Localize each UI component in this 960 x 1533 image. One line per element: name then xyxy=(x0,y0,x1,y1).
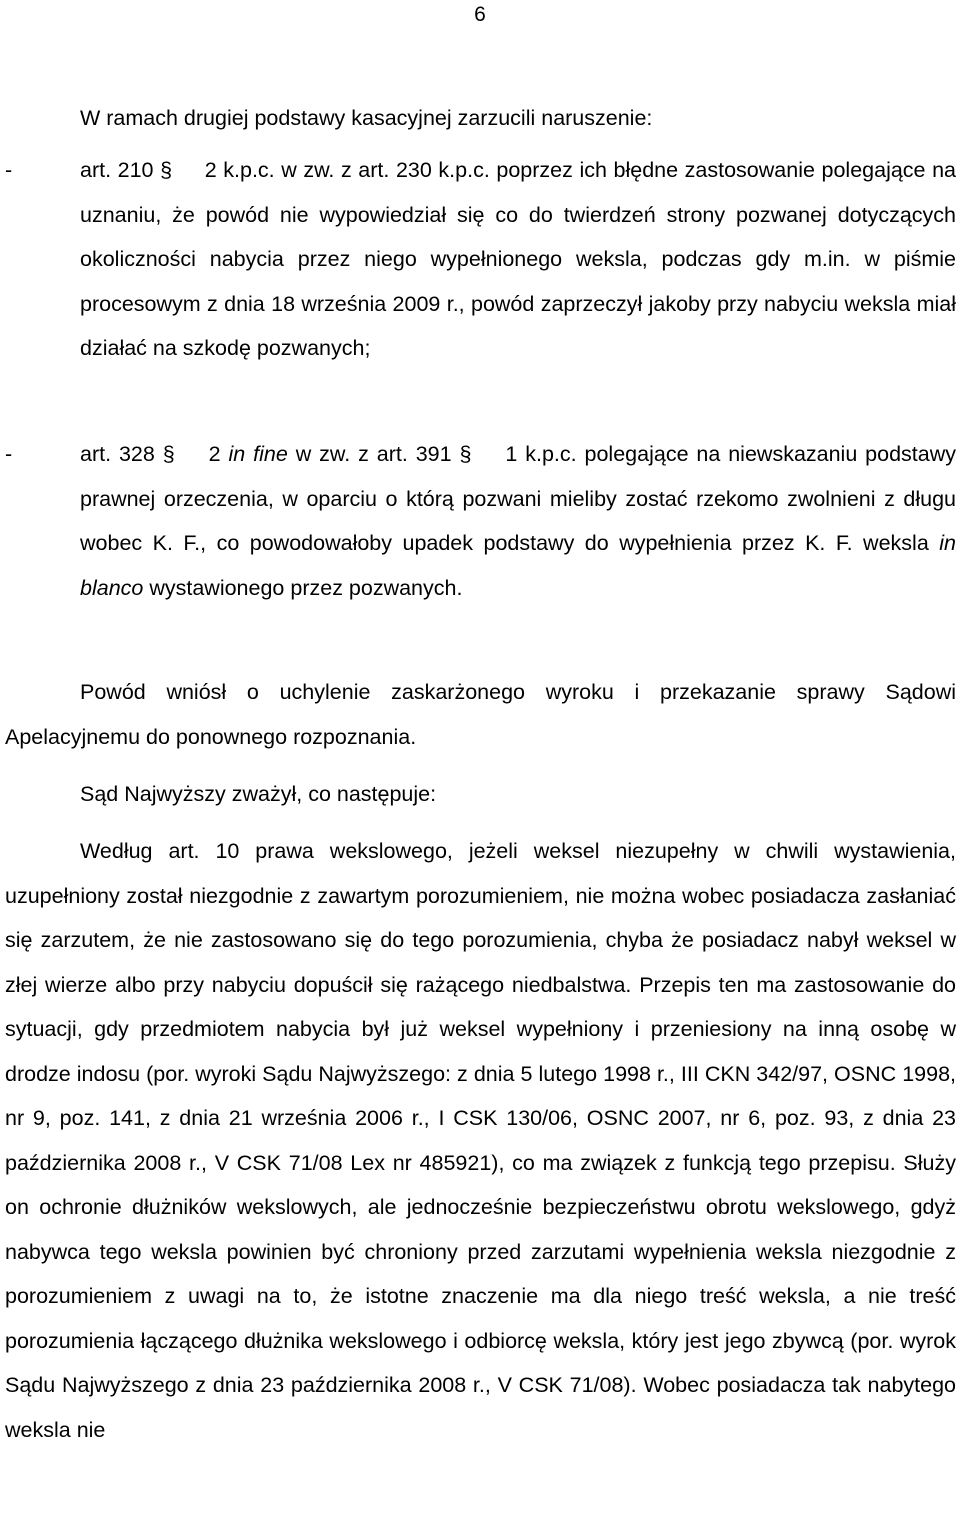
item-2-ref-mid: w zw. z art. 391 xyxy=(295,442,452,466)
objection-item-2 xyxy=(80,432,956,610)
section-intro: W ramach drugiej podstawy kasacyjnej zarzucili naruszenie: xyxy=(80,106,653,130)
objection-item-1 xyxy=(80,148,956,371)
item-2-ref-italic: in fine xyxy=(228,442,288,466)
item-2-ref-num: 2 xyxy=(208,442,221,466)
item-2-ref-num-2: 1 xyxy=(505,442,518,466)
bullet-marker: - xyxy=(5,158,13,182)
item-2-lead: art. 328 xyxy=(80,442,155,466)
appeal-paragraph: Powód wniósł o uchylenie zaskarżonego wyroku i przekazanie sprawy Sądowi Apelacyjnemu do ponownego rozpoznania. xyxy=(5,680,956,749)
court-heading: Sąd Najwyższy zważył, co następuje: xyxy=(80,782,437,806)
item-1-text: k.p.c. poprzez ich błędne zastosowanie polegające na uznaniu, że powód nie wypowiedział się co do twierdzeń strony pozwanej dotyczących okoliczności nabycia przez niego wypełnionego weksla, podczas gdy m.in. w piśmie procesowym z dnia 18 września 2009 r., powód zaprzeczył jakoby przy nabyciu weksla miał działać na szkodę pozwanych; xyxy=(80,158,957,360)
item-2-text-a: k.p.c. polegające na niewskazaniu podstawy prawnej orzeczenia, w oparciu o którą pozwani mieliby zostać rzekomo zwolnieni z długu wobec K. F., co powodowałoby upadek podstawy do wypełnienia przez K. F. weksla xyxy=(80,442,957,555)
bullet-marker: - xyxy=(5,442,13,466)
item-1-ref: 2 k.p.c. w zw. z art. 230 xyxy=(204,158,432,182)
main-paragraph: Według art. 10 prawa wekslowego, jeżeli weksel niezupełny w chwili wystawienia, uzupełniony został niezgodnie z zawartym porozumieniem, nie można wobec posiadacza zasłaniać się zarzutem, że nie zastosowano się do tego porozumienia, chyba że posiadacz nabył weksel w złej wierze albo przy nabyciu dopuścił się rażącego niedbalstwa. Przepis ten ma zastosowanie do sytuacji, gdy przedmiotem nabycia był już weksel wypełniony i przeniesiony na inną osobę w drodze indosu (por. wyroki Sądu Najwyższego: z dnia 5 lutego 1998 r., III CKN 342/97, OSNC 1998, nr 9, poz. 141, z dnia 21 września 2006 r., I CSK 130/06, OSNC 2007, nr 6, poz. 93, z dnia 23 października 2008 r., V CSK 71/08 Lex nr 485921), co ma związek z funkcją tego przepisu. Służy on ochronie dłużników wekslowych, ale jednocześnie bezpieczeństwu obrotu wekslowego, gdyż nabywca tego weksla powinien być chroniony przed zarzutami wypełnienia weksla niezgodnie z porozumieniem z uwagi na to, że istotne znaczenie ma dla niego treść weksla, a nie treść porozumienia łączącego dłużnika wekslowego i odbiorcę weksla, który jest jego zbywcą (por. wyrok Sądu Najwyższego z dnia 23 października 2008 r., V CSK 71/08). Wobec posiadacza tak nabytego weksla nie xyxy=(5,839,956,1442)
section-sign: § xyxy=(160,158,173,182)
item-2-text-b: wystawionego przez pozwanych. xyxy=(149,575,463,600)
item-2-text-italic: in blanco xyxy=(80,531,956,600)
item-1-lead: art. 210 xyxy=(80,158,154,182)
section-sign: § xyxy=(162,442,175,466)
section-sign-2: § xyxy=(459,442,472,466)
page-number: 6 xyxy=(474,3,486,26)
